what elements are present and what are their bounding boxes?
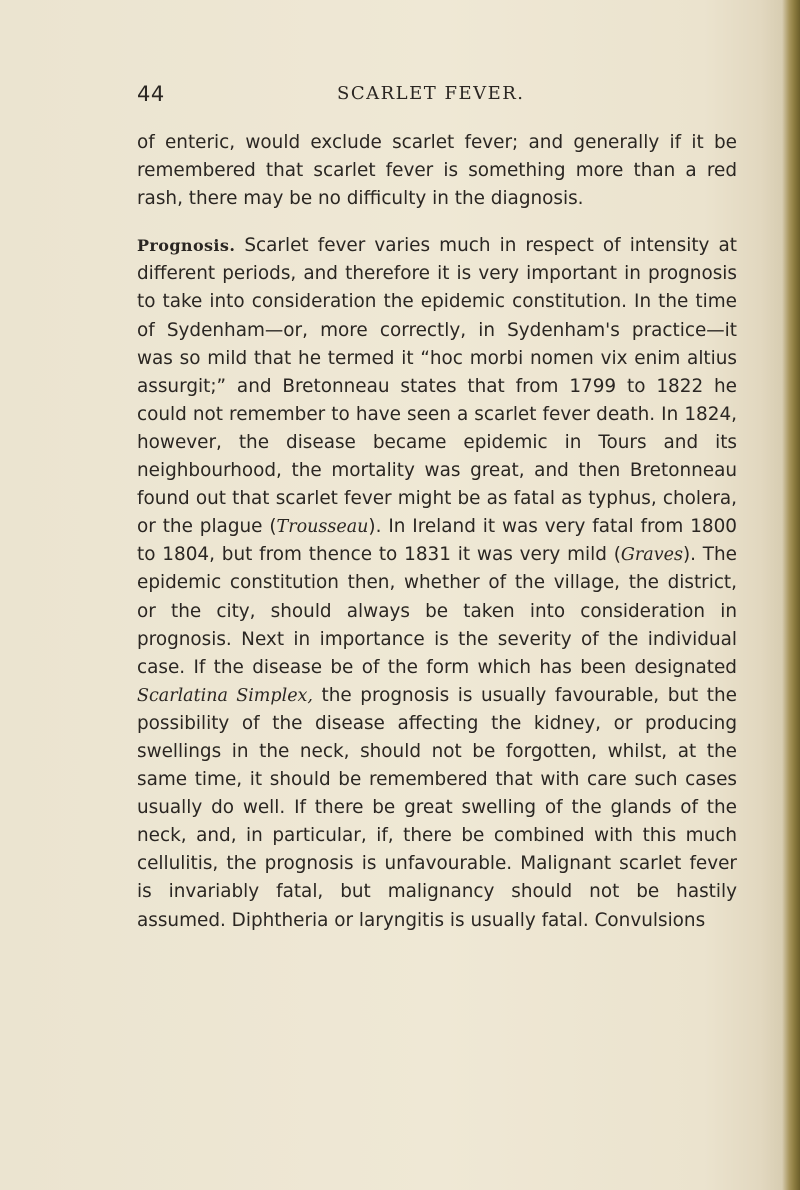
book-spine-shadow <box>782 0 800 1190</box>
term-scarlatina-simplex: Scarlatina Simplex, <box>137 685 313 706</box>
paragraph-diagnosis-end: of enteric, would exclude scarlet fever; and generally if it be remembered that scarlet fever is something more than a red rash, there may be no difficulty in the diagnosis. <box>137 132 737 210</box>
page-number: 44 <box>137 82 165 106</box>
section-heading-prognosis: Prognosis. <box>137 236 236 256</box>
text-segment: the prognosis is usually favourable, but the possibility of the disease affecting the kidney, or producing swellings in the neck, should not be forgotten, whilst, at the same time, it should be remembered that with care such cases usually do well. If there be great swelling of the glands of the neck, and, in particular, if, there be combined with this much cellulitis, the prognosis is unfavourable. Malignant scarlet fever is invariably fatal, but malignancy should not be hastily assumed. Diphtheria or laryngitis is usually fatal. Convulsions <box>137 684 737 931</box>
citation-trousseau: Trousseau <box>276 517 369 538</box>
text-segment: ). In Ireland it was very fatal from 1800 to 1804, but from thence to 1831 it was very mild ( <box>137 516 737 566</box>
body-text <box>137 129 737 935</box>
running-title: SCARLET FEVER. <box>337 83 525 104</box>
text-segment: Scarlet fever varies much in respect of intensity at different periods, and therefore it is very important in prognosis to take into consideration the epidemic constitution. In the time of Sydenham—or, more correctly, in Sydenham's practice—it was so mild that he termed it “hoc morbi nomen vix enim altius assurgit;” and Bretonneau states that from 1799 to 1822 he could not remember to have seen a scarlet fever death. In 1824, however, the disease became epidemic in Tours and its neighbourhood, the mortality was great, and then Bretonneau found out that scarlet fever might be as fatal as typhus, cholera, or the plague ( <box>137 235 737 538</box>
page-header <box>137 78 737 112</box>
paragraph-prognosis <box>137 232 737 934</box>
citation-graves: Graves <box>620 545 683 566</box>
text-segment: ). The epidemic constitution then, whether of the village, the district, or the city, should always be taken into consideration in prognosis. Next in importance is the severity of the individual case. If the disease be of the form which has been designated <box>137 544 737 678</box>
